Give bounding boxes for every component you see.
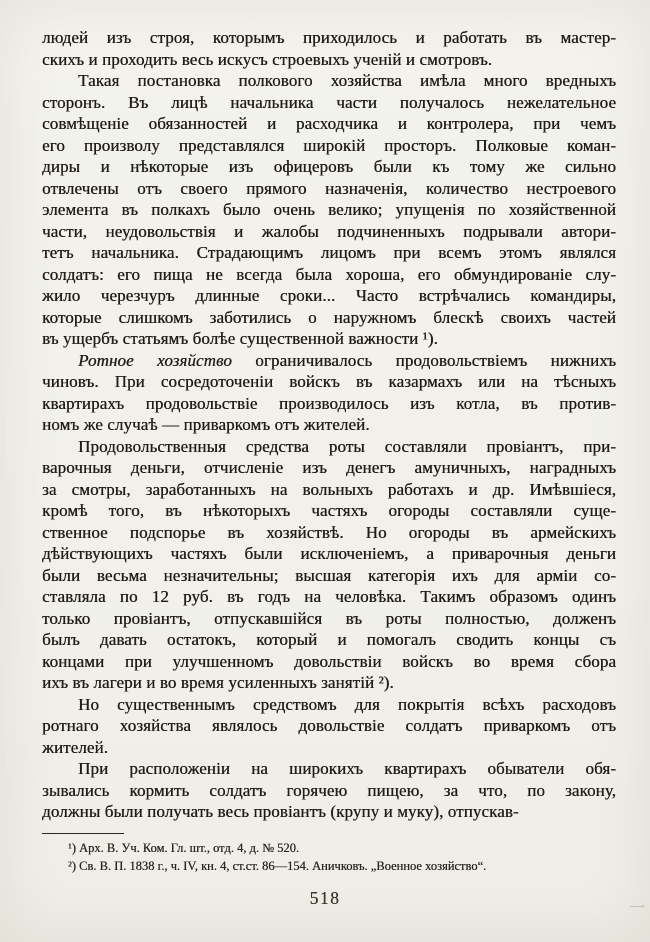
body-text [42, 27, 616, 823]
scan-artifact-mark: —- [630, 898, 644, 912]
text-line: въ ущербъ статьямъ болѣе существенной важности ¹). [42, 329, 438, 348]
paragraph [42, 70, 616, 350]
text-line: совмѣщеніе обязанностей и расходчика и контролера, при чемъ [42, 114, 616, 133]
paragraph [42, 694, 616, 759]
text-line: солдатъ: его пища не всегда была хороша, его обмундированіе слу- [42, 264, 616, 284]
text-line: диры и нѣкоторые изъ офицеровъ были къ тому же сильно [42, 157, 616, 176]
text-line: Такая постановка полкового хозяйства имѣла много вредныхъ [78, 71, 616, 90]
text-line: ихъ въ лагери и во время усиленныхъ занятій ²). [42, 673, 394, 692]
text-line: за смотры, заработанныхъ на вольныхъ работахъ и др. Имѣвшіеся, [42, 479, 616, 499]
page-number-row [0, 888, 650, 909]
text-line: Но существеннымъ средствомъ для покрытія всѣхъ расходовъ [78, 694, 616, 714]
text-line: тетъ начальника. Страдающимъ лицомъ при всемъ этомъ являлся [42, 243, 616, 262]
text-line: квартирахъ продовольствіе производилось изъ котла, въ против- [42, 393, 616, 413]
paragraph [42, 350, 616, 436]
text-line: зывались кормить солдатъ горячею пищею, за что, по закону, [42, 780, 616, 800]
text-line: варочныя деньги, отчисленіе изъ денегъ амуничныхъ, наградныхъ [42, 458, 616, 477]
text-line: части, неудовольствія и жалобы подчиненныхъ подрывали автори- [42, 221, 616, 241]
text-line: только провіантъ, отпускавшійся въ роты полностью, долженъ [42, 608, 616, 628]
paragraph [42, 758, 616, 823]
text-line: Продовольственныя средства роты составляли провіантъ, при- [78, 436, 616, 456]
page-number: 518 [309, 888, 341, 908]
emphasized-text: Ротное хозяйство [78, 350, 232, 370]
footnote-separator [42, 833, 124, 834]
text-line: ственное подспорье въ хозяйствѣ. Но огороды въ армейскихъ [42, 522, 616, 542]
paragraph [42, 27, 616, 70]
text-line: жителей. [42, 737, 108, 757]
footnote: ²) Св. В. П. 1838 г., ч. IV, кн. 4, ст.ст. 86—154. Аничковъ. „Военное хозяйство“. [68, 858, 487, 873]
text-line: кромѣ того, въ нѣкоторыхъ частяхъ огороды составляли суще- [42, 501, 616, 520]
footnotes [42, 840, 616, 875]
text-line: людей изъ строя, которымъ приходилось и работать въ мастер- [42, 28, 616, 47]
text-line: были весьма незначительны; высшая категорія ихъ для арміи со- [42, 565, 616, 585]
text-line: Ротное хозяйство ограничивалось продовольствіемъ нижнихъ [78, 350, 617, 370]
text-line: которые слишкомъ заботились о наружномъ блескѣ своихъ частей [42, 307, 616, 327]
text-line: чиновъ. При сосредоточеніи войскъ въ казармахъ или на тѣсныхъ [42, 372, 616, 391]
text-line: отвлечены отъ своего прямого назначенія, количество нестроевого [42, 178, 616, 198]
text-line: ротнаго хозяйства являлось довольствіе солдатъ приваркомъ отъ [42, 716, 616, 735]
text-line: должны были получать весь провіантъ (крупу и муку), отпускав- [42, 802, 519, 821]
text-line: скихъ и проходить весь искусъ строевыхъ ученій и смотровъ. [42, 49, 493, 69]
text-line: При расположеніи на широкихъ квартирахъ обыватели обя- [78, 759, 616, 778]
text-line: ставляла по 12 руб. въ годъ на человѣка. Такимъ образомъ одинъ [42, 587, 616, 606]
text-line: его произволу представлялся широкій просторъ. Полковые коман- [42, 135, 616, 155]
footnote: ¹) Арх. В. Уч. Ком. Гл. шт., отд. 4, д. № 520. [68, 841, 299, 855]
text-line: былъ давать остатокъ, который и помогалъ сводить концы съ [42, 630, 616, 649]
text-line: сторонъ. Въ лицѣ начальника части получалось нежелательное [42, 92, 616, 112]
text-line: дѣйствующихъ частяхъ были исключеніемъ, а приварочныя деньги [42, 544, 616, 563]
text-line: жило черезчуръ длинные сроки... Часто встрѣчались командиры, [42, 286, 616, 305]
text-line: концами при улучшенномъ довольствіи войскъ во время сбора [42, 651, 616, 671]
text-line: элемента въ полкахъ было очень велико; упущенія по хозяйственной [42, 200, 616, 219]
paragraph [42, 436, 616, 694]
text-line: номъ же случаѣ — приваркомъ отъ жителей. [42, 415, 370, 434]
